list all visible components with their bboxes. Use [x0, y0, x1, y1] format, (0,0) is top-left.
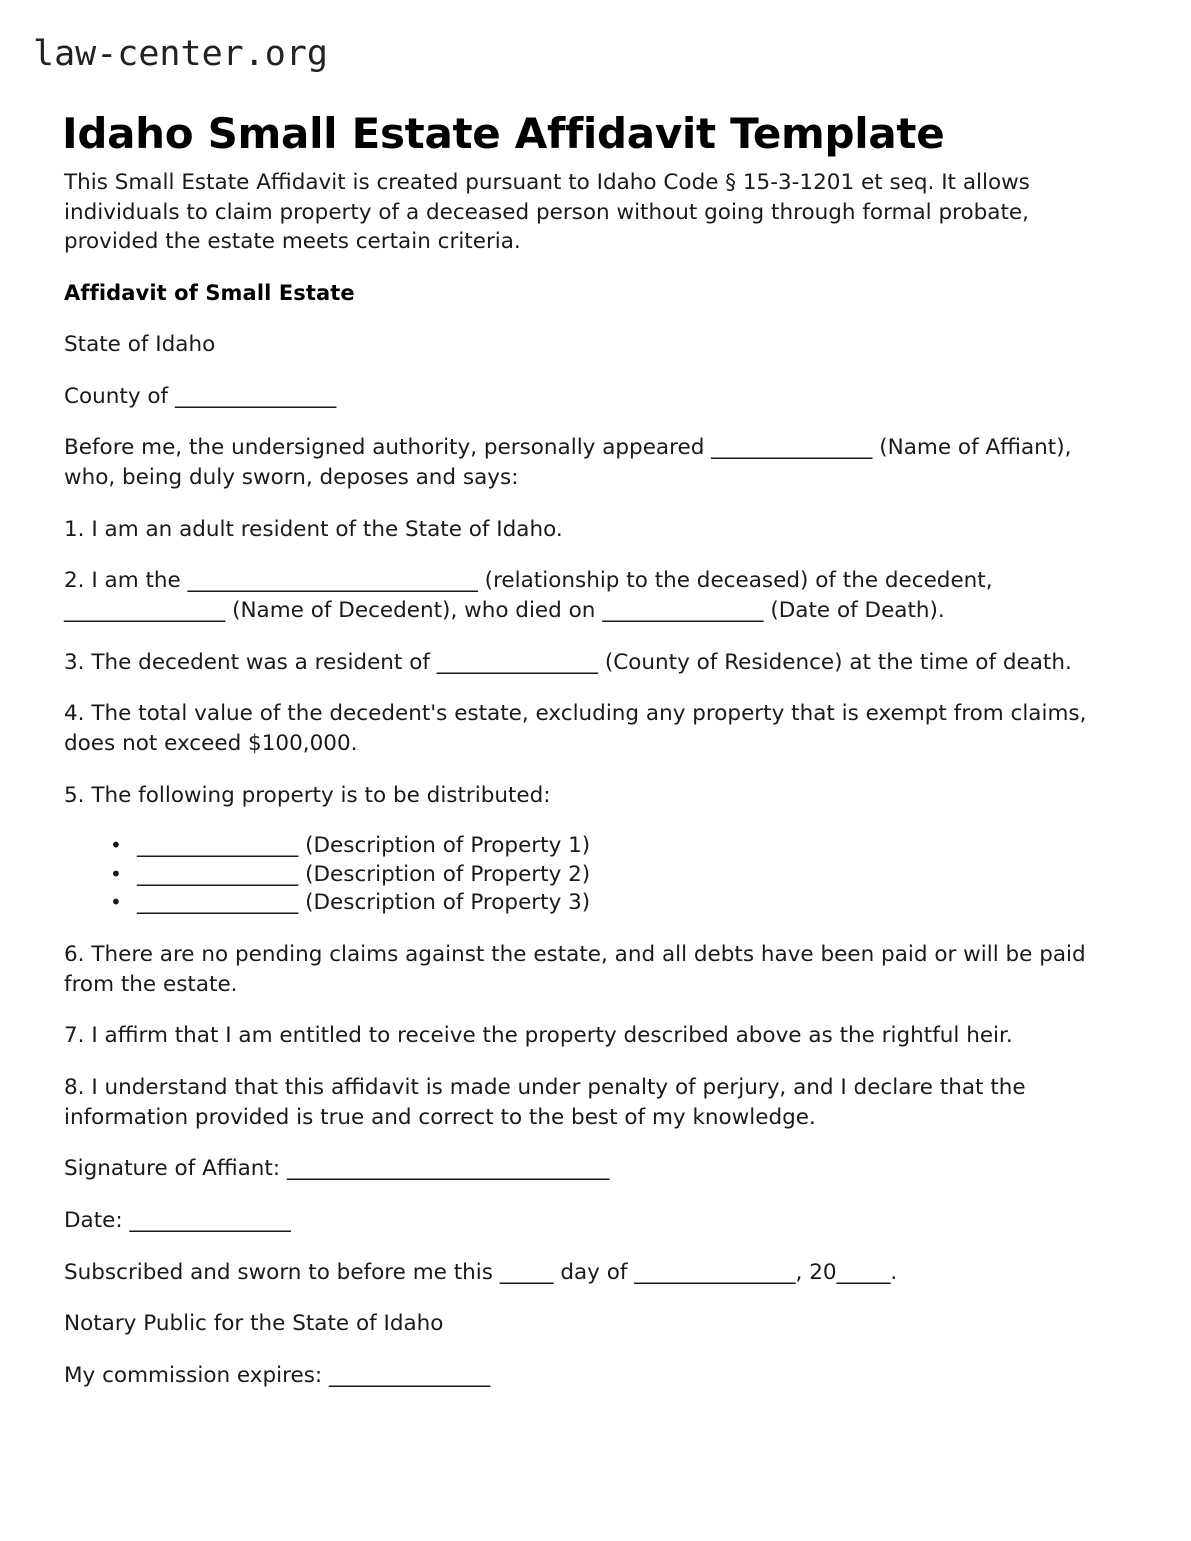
- document-body: [64, 168, 1116, 1391]
- list-item: • _______________ (Description of Property 1): [137, 832, 1116, 861]
- county-line: County of _______________: [64, 383, 337, 409]
- affidavit-item-7: 7. I affirm that I am entitled to receive the property described above as the rightful heir.: [64, 1023, 1013, 1049]
- date-line: Date: _______________: [64, 1207, 291, 1233]
- affidavit-item-2: 2. I am the ___________________________ (relationship to the deceased) of the decedent, _______________ (Name of Decedent), who died on _______________ (Date of Death).: [64, 568, 993, 623]
- affidavit-item-4: 4. The total value of the decedent's estate, excluding any property that is exempt from claims, does not exceed $100,000.: [64, 701, 1087, 756]
- state-line: State of Idaho: [64, 331, 216, 357]
- affidavit-item-5: 5. The following property is to be distributed:: [64, 782, 551, 808]
- commission-expires-line: My commission expires: _______________: [64, 1362, 491, 1388]
- property-description-list: [64, 832, 1116, 918]
- section-heading-affidavit: Affidavit of Small Estate: [64, 280, 355, 305]
- site-brand: law-center.org: [33, 34, 329, 74]
- affidavit-item-1: 1. I am an adult resident of the State of Idaho.: [64, 516, 563, 542]
- affidavit-item-6: 6. There are no pending claims against the estate, and all debts have been paid or will be paid from the estate.: [64, 941, 1086, 997]
- page-title: Idaho Small Estate Affidavit Template: [62, 109, 945, 159]
- subscribed-and-sworn-line: Subscribed and sworn to before me this _____ day of _______________, 20_____.: [64, 1259, 898, 1285]
- affidavit-item-8: 8. I understand that this affidavit is made under penalty of perjury, and I declare that the information provided is true and correct to the best of my knowledge.: [64, 1074, 1026, 1130]
- list-item: • _______________ (Description of Property 2): [137, 861, 1116, 890]
- signature-of-affiant-line: Signature of Affiant: ______________________________: [64, 1156, 610, 1182]
- notary-public-line: Notary Public for the State of Idaho: [64, 1311, 444, 1337]
- affidavit-item-3: 3. The decedent was a resident of _______________ (County of Residence) at the time of death.: [64, 649, 1072, 675]
- appearance-line: Before me, the undersigned authority, personally appeared _______________ (Name of Affiant), who, being duly sworn, deposes and says:: [64, 435, 1072, 490]
- intro-paragraph: This Small Estate Affidavit is created pursuant to Idaho Code § 15-3-1201 et seq. It allows individuals to claim property of a deceased person without going through formal probate, provided the estate meets certain criteria.: [64, 170, 1030, 255]
- list-item: • _______________ (Description of Property 3): [137, 889, 1116, 918]
